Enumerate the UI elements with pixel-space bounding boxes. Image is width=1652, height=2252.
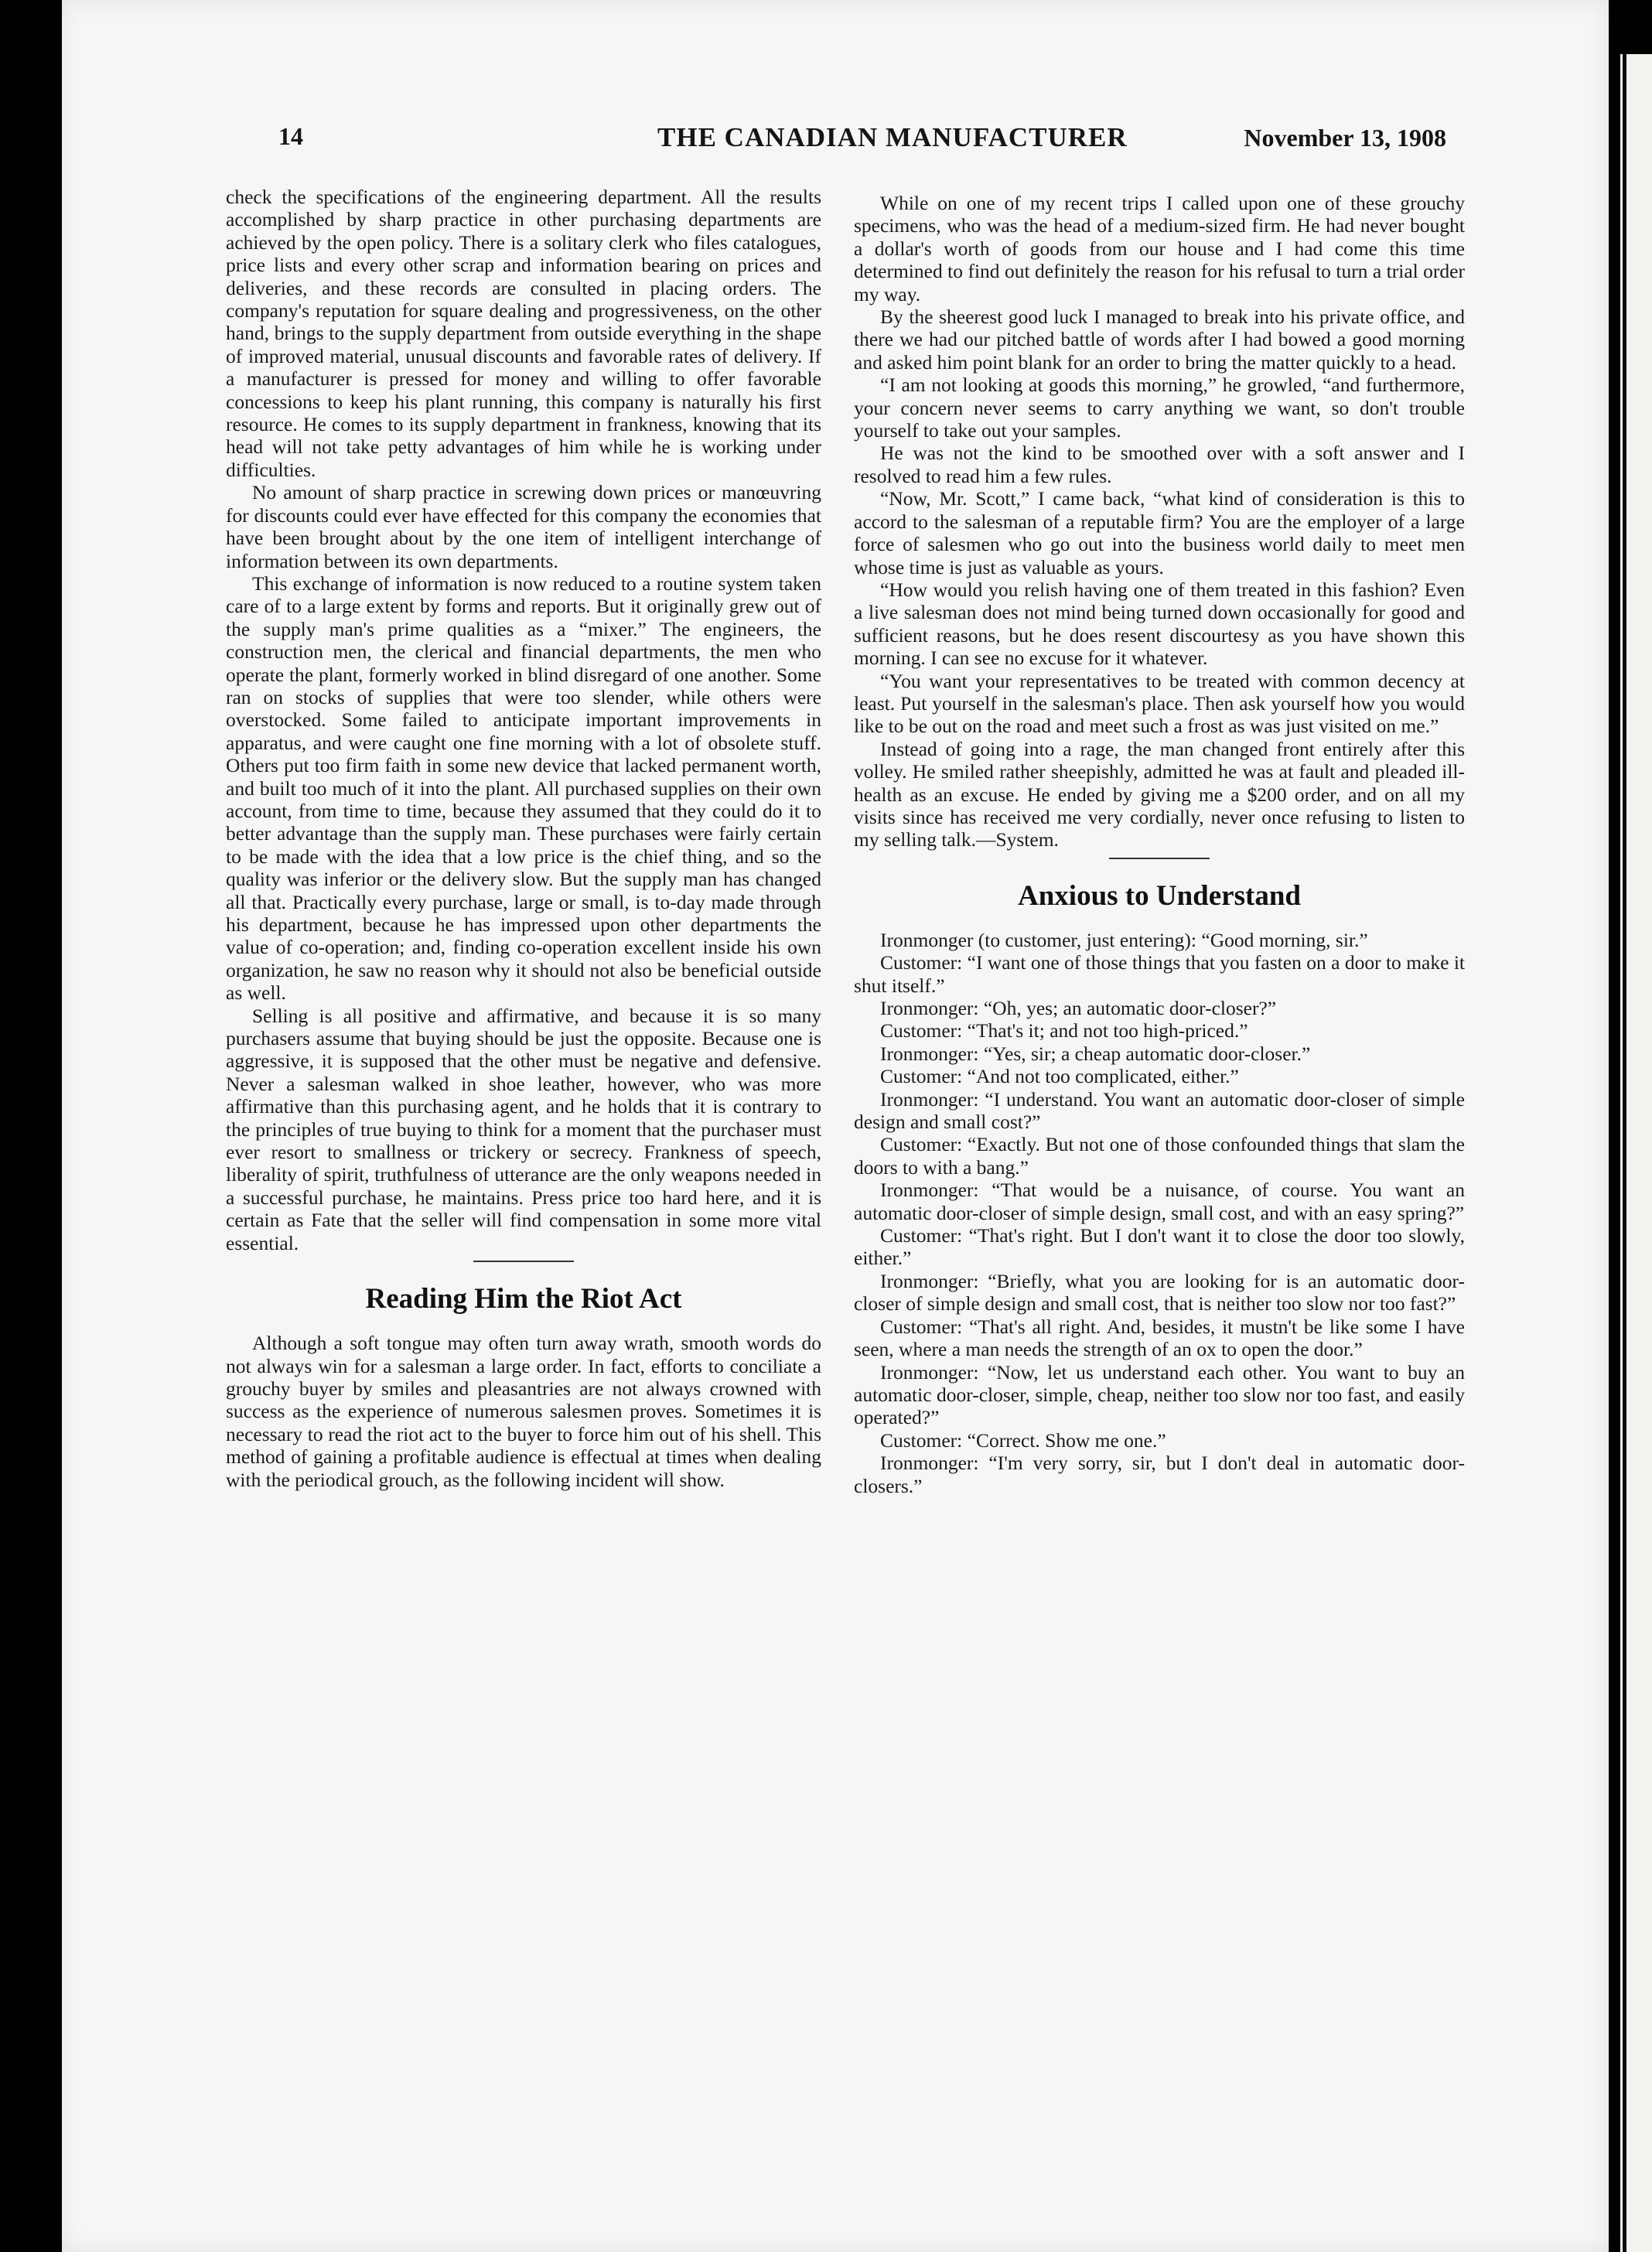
dialogue-line: Customer: “That's all right. And, besides, it mustn't be like some I have seen, where a man needs the strength of an ox to open the door.” [854, 1315, 1465, 1361]
paragraph: By the sheerest good luck I managed to break into his private office, and there we had our pitched battle of words after I had bowed a good morning and asked him point blank for an order to bring the matter quickly to a head. [854, 305, 1465, 374]
paragraph: check the specifications of the engineering department. All the results accomplished by sharp practice in other purchasing departments are achieved by the open policy. There is a solitary clerk who files catalogues, price lists and every other scrap and information bearing on prices and deliveries, and these records are consulted in placing orders. The company's reputation for square dealing and progressiveness, on the other hand, brings to the supply department from outside everything in the shape of improved material, unusual discounts and favorable rates of delivery. If a manufacturer is pressed for money and willing to offer favorable concessions to keep his plant running, this company is naturally his first resource. He comes to its supply department in frankness, knowing that its head will not take petty advantages of him while he is working under difficulties. [226, 186, 821, 481]
dialogue [854, 929, 1465, 1497]
dialogue-line: Customer: “That's right. But I don't want it to close the door too slowly, either.” [854, 1224, 1465, 1270]
dialogue-line: Ironmonger: “Now, let us understand each other. You want to buy an automatic door-closer, simple, cheap, neither too slow nor too fast, and easily operated?” [854, 1360, 1465, 1429]
dialogue-line: Ironmonger: “I understand. You want an automatic door-closer of simple design and small cost?” [854, 1087, 1465, 1134]
paragraph: Instead of going into a rage, the man changed front entirely after this volley. He smiled rather sheepishly, admitted he was at fault and pleaded ill-health as an excuse. He ended by giving me a $200 order, and on all my visits since has received me very cordially, never once refusing to listen to my selling talk.—System. [854, 737, 1465, 851]
dialogue-line: Ironmonger (to customer, just entering): “Good morning, sir.” [880, 928, 1368, 951]
dialogue-line: Ironmonger: “That would be a nuisance, of course. You want an automatic door-closer of simple design, small cost, and with an easy spring?” [854, 1179, 1465, 1224]
paragraph: “Now, Mr. Scott,” I came back, “what kind of consideration is this to accord to the salesman of a reputable firm? You are the employer of a large force of salesmen who go out into the business world daily to meet men whose time is just as valuable as yours. [854, 487, 1465, 578]
issue-date: November 13, 1908 [1244, 124, 1446, 152]
paragraph: He was not the kind to be smoothed over with a soft answer and I resolved to read him a few rules. [854, 442, 1465, 487]
page-number: 14 [278, 122, 303, 150]
masthead: THE CANADIAN MANUFACTURER [657, 122, 1128, 152]
dialogue-line: Ironmonger: “Yes, sir; a cheap automatic door-closer.” [880, 1042, 1311, 1065]
paragraph: “How would you relish having one of them treated in this fashion? Even a live salesman does not mind being turned down occasionally for good and sufficient reasons, but he does resent discourtesy as you have shown this morning. I can see no excuse for it whatever. [854, 578, 1465, 670]
paragraph: While on one of my recent trips I called upon one of these grouchy specimens, who was the head of a medium-sized firm. He had never bought a dollar's worth of goods from our house and I had come this time determined to find out definitely the reason for his refusal to turn a trial order my way. [854, 192, 1465, 305]
right-column [854, 192, 1465, 1497]
paragraph: “I am not looking at goods this morning,” he growled, “and furthermore, your concern never seems to carry anything we want, so don't trouble yourself to take out your samples. [854, 374, 1465, 442]
dialogue-line: Ironmonger: “I'm very sorry, sir, but I don't deal in automatic door-closers.” [854, 1452, 1465, 1497]
dialogue-line: Customer: “That's it; and not too high-priced.” [880, 1019, 1248, 1042]
section-heading: Anxious to Understand [1018, 879, 1301, 912]
paragraph: This exchange of information is now reduced to a routine system taken care of to a large extent by forms and reports. But it originally grew out of the supply man's prime qualities as a “mixer.” The engineers, the construction men, the clerical and financial departments, the men who operate the plant, formerly worked in blind disregard of one another. Some ran on stocks of supplies that were too slender, while others were overstocked. Some failed to anticipate important improvements in apparatus, and were caught one fine morning with a lot of obsolete stuff. Others put too firm faith in some new device that lacked permanent worth, and built too much of it into the plant. All purchased supplies on their own account, from time to time, because they assumed that they could do it to better advantage than the supply man. These purchases were fairly certain to be made with the idea that a low price is the chief thing, and so the quality was inferior or the delivery slow. But the supply man has changed all that. Practically every purchase, large or small, is to-day made through his department, because he has impressed upon other departments the value of co-operation; and, finding co-operation excellent inside his own organization, he saw no reason why it should not also be beneficial outside as well. [226, 572, 821, 1005]
section-rule [1109, 858, 1210, 859]
section-heading: Reading Him the Riot Act [365, 1283, 682, 1315]
section-rule [473, 1261, 574, 1262]
paragraph: “You want your representatives to be treated with common decency at least. Put yourself in the salesman's place. Then ask yourself how you would like to be out on the road and meet such a frost as was just visited on me.” [854, 669, 1465, 738]
left-column [226, 186, 821, 1491]
paragraph: No amount of sharp practice in screwing down prices or manœuvring for discounts could ever have effected for this company the economies that have been brought about by the one item of intelligent interchange of information between its own departments. [226, 481, 821, 572]
dialogue-line: Customer: “Correct. Show me one.” [880, 1428, 1166, 1452]
paragraph: Selling is all positive and affirmative, and because it is so many purchasers assume that buying should be just the opposite. Because one is aggressive, it is supposed that the other must be negative and defensive. Never a salesman walked in shoe leather, however, who was more affirmative than this purchasing agent, and he holds that it is contrary to the principles of true buying to think for a moment that the purchaser must ever resort to smallness or trickery or secrecy. Frankness of speech, liberality of spirit, truthfulness of utterance are the only weapons needed in a successful purchase, he maintains. Press price too hard here, and it is certain as Fate that the seller will find compensation in some more vital essential. [226, 1004, 821, 1254]
dialogue-line: Customer: “Exactly. But not one of those confounded things that slam the doors to with a bang.” [854, 1133, 1465, 1179]
page-gutter [1623, 54, 1626, 2252]
page-header [278, 114, 1446, 161]
paragraph: Although a soft tongue may often turn away wrath, smooth words do not always win for a salesman a large order. In fact, efforts to conciliate a grouchy buyer by smiles and pleasantries are not always crowned with success as the experience of numerous salesmen proves. Sometimes it is necessary to read the riot act to the buyer to force him out of his shell. This method of gaining a profitable audience is effectual at times when dealing with the periodical grouch, as the following incident will show. [226, 1332, 821, 1491]
dialogue-line: Customer: “And not too complicated, either.” [880, 1065, 1239, 1088]
dialogue-line: Customer: “I want one of those things that you fasten on a door to make it shut itself.” [854, 951, 1465, 997]
dialogue-line: Ironmonger: “Briefly, what you are looking for is an automatic door-closer of simple design and small cost, that is neither too slow nor too fast?” [854, 1269, 1465, 1315]
dialogue-line: Ironmonger: “Oh, yes; an automatic door-closer?” [880, 997, 1277, 1019]
